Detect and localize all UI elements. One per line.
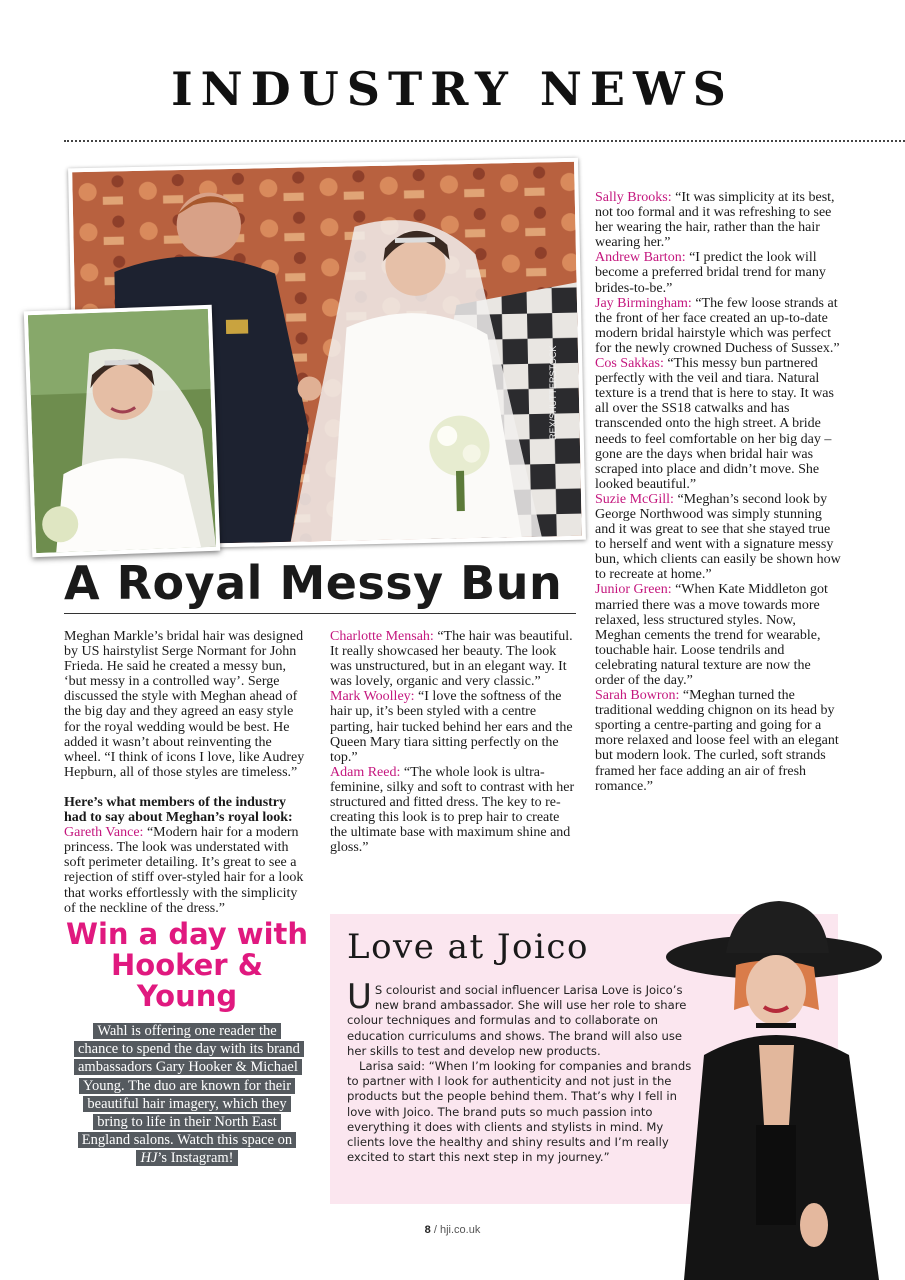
quote-jay-birmingham [595,296,842,356]
headline-underline [64,613,576,614]
quote-name: Gareth Vance: [64,825,144,841]
article-intro: Meghan Markle’s bridal hair was designed by US hairstylist Serge Normant for John Frieda. He said he created a messy bun, ‘but messy in a controlled way’. Serge discussed the style with Meghan ahead of the big day and they agreed an easy style for the royal wedding would be best. He added it wasn’t about reinventing the wheel. “I think of icons I love, like Audrey Hepburn, all of those styles are timeless.” [64,629,305,780]
article-subhead: Here’s what members of the industry had to say about Meghan’s royal look: [64,794,293,826]
quote-adam-reed [330,765,576,856]
article-column-2 [330,629,576,855]
quote-cos-sakkas [595,356,842,492]
article-column-3 [595,190,842,794]
quote-name: Mark Woolley: [330,689,415,705]
win-body-text: Wahl is offering one reader the chance to spend the day with its brand ambassadors Gary Hooker & Michael Young. The duo are known for their beautiful hair imagery, which they bring to life in their North East England salons. Watch this space on [78,1023,300,1149]
site-url: hji.co.uk [439,1224,481,1236]
love-body [347,977,702,1165]
folio-separator: / [430,1224,440,1236]
win-body-tail: ’s Instagram! [157,1150,234,1167]
quote-text: “Meghan’s second look by George Northwood was simply stunning and it was great to see that she stayed true to herself and went with a signature messy bun, which clients can easily be shown how to recreate at home.” [595,491,841,583]
quote-text: “It was simplicity at its best, not too formal and it was refreshing to see her wearing the hair, rather than the hair wearing her.” [595,190,835,251]
quote-name: Adam Reed: [330,764,401,780]
win-title: Win a day with Hooker & Young [66,917,309,1013]
quote-name: Charlotte Mensah: [330,629,434,644]
quote-text: “I predict the look will become a preferred bridal trend for many brides-to-be.” [595,250,826,296]
page-number: 8 [424,1224,431,1236]
drop-cap: U [347,977,372,1017]
ambassador-photo [664,895,905,1280]
quote-charlotte-mensah [330,629,576,689]
quote-text: “The few loose strands at the front of her face created an up-to-date modern bridal hairstyle which was perfect for the newly crowned Duchess of Sussex.” [595,295,840,356]
win-body-emphasis: HJ [140,1150,158,1167]
love-paragraph-1 [347,977,702,1059]
quote-text: “I love the softness of the hair up, it’s been styled with a centre parting, hair tucked behind her ears and the Queen Mary tiara sitting perfectly on the top.” [330,689,573,765]
quote-text: “When Kate Middleton got married there was a move towards more relaxed, less structured styles. Now, Meghan cements the trend for wearable, touchable hair. Loose tendrils and celebrating natural texture are now the order of the day.” [595,582,828,688]
quote-andrew-barton [595,250,842,295]
spacer [64,780,311,795]
page-folio [0,1224,905,1236]
quote-junior-green [595,582,842,688]
quote-gareth-vance [64,825,311,916]
quote-name: Sally Brooks: [595,190,672,205]
article-headline: A Royal Messy Bun [64,556,563,610]
quote-text: “Modern hair for a modern princess. The look was understated with soft perimeter detailing. It’s great to see a rejection of stiff over-styled hair for a look that works effortlessly with the simplicity of the neckline of the dress.” [64,825,304,916]
quote-suzie-mcgill [595,492,842,583]
inset-photo [24,305,220,557]
quote-name: Junior Green: [595,582,672,598]
love-paragraph-2: Larisa said: “When I’m looking for companies and brands to partner with I look for authenticity and not just in the products but the people behind them. That’s why I fell in love with Joico. The brand puts so much passion into everything it does with clients and stylists in mind. My clients love the healthy and shiny results and I’m really excited to start this next step in my journey.” [347,1059,692,1165]
header-divider [64,140,905,142]
quote-name: Cos Sakkas: [595,356,664,372]
win-body [74,1022,300,1168]
section-title: INDUSTRY NEWS [171,62,734,116]
quote-text: “The whole look is ultra-feminine, silky and soft to contrast with her structured and fitted dress. The key to re-creating this look is to prep hair to create the ultimate base with maximum shine and gloss.” [330,764,575,856]
quote-sarah-bowron [595,688,842,794]
quote-name: Sarah Bowron: [595,688,680,704]
photo-credit: REX/SHUTTERSTOCK [548,345,558,440]
quote-mark-woolley [330,689,576,764]
quote-name: Suzie McGill: [595,491,674,507]
quote-sally-brooks [595,190,842,250]
quote-text: “This messy bun partnered perfectly with the veil and tiara. Natural texture is a trend that is here to stay. It was all over the SS18 catwalks and has transcended onto the high street. A bride needs to feel comfortable on her big day – gone are the days when bridal hair was scraped into place and didn’t move. She looked beautiful.” [595,356,834,492]
quote-name: Andrew Barton: [595,250,686,266]
quote-text: “Meghan turned the traditional wedding chignon on its head by sporting a centre-parting and going for a more relaxed and loose feel with an elegant but modern look. The curled, soft strands framed her face adding an air of fresh romance.” [595,688,839,794]
quote-text: “The hair was beautiful. It really showcased her beauty. The look was unstructured, but in an elegant way. It was lovely, organic and very classic.” [330,629,573,690]
quote-name: Jay Birmingham: [595,295,692,311]
love-paragraph-1-text: S colourist and social influencer Larisa Love is Joico’s new brand ambassador. She will use her role to share colour techniques and formulas and to collaborate on education curriculums and shows. The brand will also use her skills to test and develop new products. [347,983,687,1058]
love-title: Love at Joico [347,927,589,967]
article-column-1 [64,629,311,916]
